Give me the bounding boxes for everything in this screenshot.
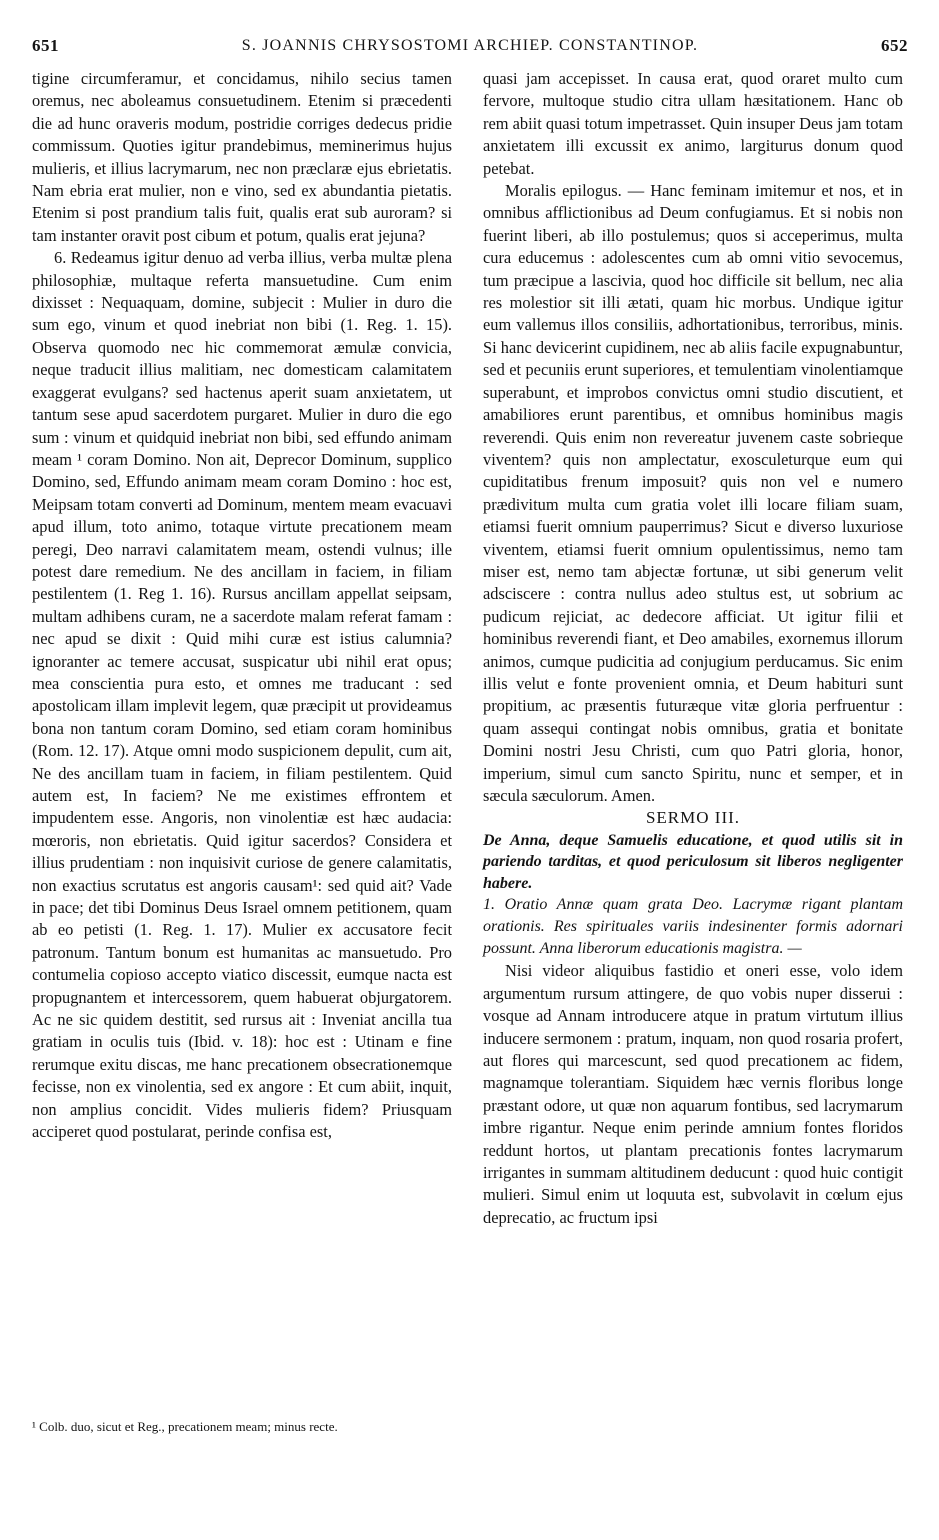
right-column xyxy=(483,68,903,1229)
left-column xyxy=(32,68,452,1144)
sermon-heading: SERMO III. xyxy=(645,808,741,828)
right-paragraph-1: quasi jam accepisset. In causa erat, quod oraret multo cum fervore, multoque studio citra ullam hæsitationem. Hanc ob rem abiit quasi totum impetrasset. Quin insuper Deus jam totam anxietatem illi excussit ex animo, largiturus donum quod petebat. xyxy=(483,69,903,178)
right-paragraph-3: Nisi videor aliquibus fastidio et oneri esse, volo idem argumentum rursum attingere, de quo vobis nuper disserui : vosque ad Annam introducere atque in pratum virtutum illius inducere sermonem : pratum, inquam, non quod rosaria profert, aut flores qui marcescunt, sed quod precationem ac fidem, magnamque tolerantiam. Siquidem hæc vernis floribus longe præstant odore, ut quæ non aquarum fontibus, sed lacrymarum imbre rigantur. Neque enim perinde amnium fontes floridos reddunt hortos, ut plantam precationis fontes lacrymarum irrigantes in summam altitudinem deducunt : quod huic contigit mulieri. Simul enim ut loquuta est, subvolavit in cœlum ejus deprecatio, ac fructum ipsi xyxy=(483,961,903,1227)
page-number-right: 652 xyxy=(881,36,908,55)
running-title: S. JOANNIS CHRYSOSTOMI ARCHIEP. CONSTANTINOP. xyxy=(241,37,699,54)
left-paragraph-1: tigine circumferamur, et concidamus, nihilo secius tamen oremus, nec aboleamus consuetudinem. Etenim si præcedenti die ad hunc oraveris modum, postridie corriges dedecus pridie commissum. Quoties igitur prandebimus, meminerimus hujus mulieris, et illius lacrymarum, nec non præclaræ ejus ebrietatis. Nam ebria erat mulier, non e vino, sed ex abundantia pietatis. Etenim si post prandium talis fuit, qualis erat sub auroram? si tam instanter oravit post cibum et potum, qualis erat jejuna? xyxy=(32,69,452,245)
sermon-subtitle: De Anna, deque Samuelis educatione, et quod utilis sit in pariendo tarditas, et quod periculosum sit liberos negligenter habere. xyxy=(483,831,903,892)
page-header xyxy=(32,36,908,62)
moral-epilogue-paragraph: Moralis epilogus. — Hanc feminam imitemur et nos, et in omnibus afflictionibus ad Deum confugiamus. Et si nobis non fuerint liberi, ab illo postulemus; quos si acceperimus, multa cura educemus : adolescentes cum ab omni vitio sevocemus, tum præcipue a lascivia, quod hoc difficile sit bellum, nec alia res molestior sit illi ætati, quam hic morbus. Undique igitur eum vallemus illos consiliis, adhortationibus, terroribus, minis. Si hanc devicerint cupidinem, nec ab aliis facile expugnabuntur, sed et pecuniis erunt superiores, et temulentiam vinolentiamque superabunt, et improbos convictus omni studio discutient, et amabiliores erunt parentibus, et omnibus hominibus magis reverendi. Quis enim non revereatur juvenem caste sobrieque viventem? quis non amplectatur, exosculeturque eum qui cupiditatibus frenum imposuit? quis non vel e numero prædivitum multa cum gratia volet illi locare filiam suam, etiamsi fuerit omnium pauperrimus? Sicut e diverso luxuriose viventem, etiamsi fuerit omnium opulentissimus, nemo tam miser est, nemo tam abjectæ fortunæ, ut sibi generum velit adsciscere : contra nullus adeo stultus est, ut sobrium ac pudicum rejiciat, ac dedecore afficiat. Ut igitur filii et hominibus reverendi fiant, et Deo amabiles, exornemus illorum animos, cumque pudicitia ad conjugium perducamus. Sic enim illis velut e fonte provenient omnia, et Deum habituri sunt propitium, ac præsentis futuræque vitæ gloria perfruentur : quam assequi contingat nobis omnibus, gratia et bonitate Domini nostri Jesu Christi, cum quo Patri gloria, honor, imperium, simul cum sancto Spiritu, nunc et semper, et in sæcula sæculorum. Amen. xyxy=(483,181,903,805)
section-summary: 1. Oratio Annæ quam grata Deo. Lacrymæ rigant plantam orationis. Res spirituales variis indesinenter formis adornari possunt. Anna liberorum educationis magistra. — xyxy=(483,896,903,958)
left-paragraph-2: 6. Redeamus igitur denuo ad verba illius, verba multæ plena philosophiæ, multaque referta mansuetudine. Cum enim dixisset : Nequaquam, domine, subjecit : Mulier in duro die sum ego, vinum et quod inebriat non bibi (1. Reg. 1. 15). Observa quomodo nec hic commemorat æmulæ convicia, neque traducit illius malitiam, nec domesticam calamitatem exaggerat evulgans? sed hactenus aperit suam anxietatem, ut tantum sese apud sacerdotem purgaret. Mulier in duro die ego sum : vinum et quidquid inebriat non bibi, sed effundo animam meam ¹ coram Domino. Non ait, Deprecor Dominum, supplico Domino, sed, Effundo animam meam coram Domino : hoc est, Meipsam totam converti ad Dominum, mentem meam evacuavi apud illum, toto animo, totaque virtute precationem meam peregi, Deo narravi calamitatem meam, ostendi vulnus; ille potest dare remedium. Ne des ancillam in faciem, in filiam pestilentem (1. Reg 1. 16). Rursus ancillam appellat seipsam, multam adhibens curam, ne a sacerdote malam referat famam : nec apud se dixit : Quid mihi curæ est istius calumnia? ignoranter ac temere accusat, suspicatur ubi nihil erat opus; mea conscientia pura esto, et omnes me traducant : sed apostolicam illam implevit legem, quæ præcipit ut provideamus bona non tantum coram Domino, sed etiam coram hominibus (Rom. 12. 17). Atque omni modo suspicionem depulit, cum ait, Ne des ancillam tuam in faciem, in filiam pestilentem. Quid autem est, In faciem? Ne me existimes effrontem et impudentem esse. Angoris, non vinolentiæ est hæc audacia: mœroris, non ebrietatis. Quid igitur sacerdos? Considera et illius prudentiam : non inquisivit curiose de genere calamitatis, non exactius scrutatus est angoris causam¹: sed quid ait? Vade in pace; det tibi Dominus Deus Israel omnem petitionem, quam ab eo petisti (1. Reg. 1. 17). Mulier ex accusatore fecit patronum. Tantum bonum est humanitas ac mansuetudo. Pro contumelia copioso accepto viatico discessit, eumque nacta est propugnantem et intercessorem, quem habuerat objurgatorem. Ac ne sic quidem destitit, sed rursus ait : Inveniat ancilla tua gratiam in oculis tuis (Ibid. v. 18): hoc est : Utinam e fine rerumque exitu discas, me hanc precationem obsecrationemque fecisse, non ex vinolentia, sed ex angore : Et cum abiit, inquit, non amplius concidit. Vides mulieris fidem? Priusquam acciperet quod postularat, perinde confisa est, xyxy=(32,248,452,1142)
footnote: ¹ Colb. duo, sicut et Reg., precationem meam; minus recte. xyxy=(32,1419,338,1434)
page-number-left: 651 xyxy=(32,36,59,55)
